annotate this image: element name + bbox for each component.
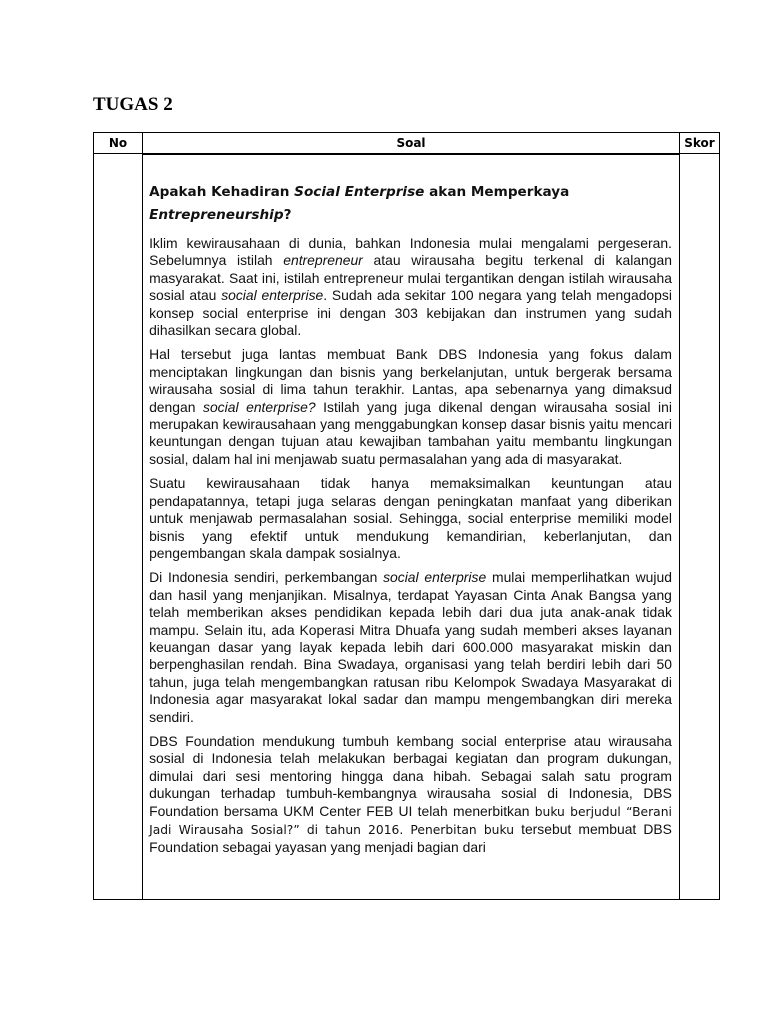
question-title-italic: Entrepreneurship: [149, 207, 284, 223]
paragraph-text: Hal tersebut juga lantas membuat Bank DBS Indonesia yang fokus dalam menciptakan lingkungan dan bisnis yang berkelanjutan, untuk bergerak bersama wirausaha sosial di lima tahun terakhir. Lantas, apa sebenarnya yang dimaksud dengan: [149, 346, 672, 415]
no-cell: [94, 154, 143, 900]
paragraph-italic: entrepreneur: [283, 252, 363, 269]
soal-cell: [143, 154, 680, 900]
paragraph-text: tersebut membuat DBS Foundation sebagai yayasan yang menjadi bagian dari: [149, 821, 672, 856]
question-title: [149, 181, 672, 227]
table-header-row: [94, 133, 720, 154]
paragraph-3: Suatu kewirausahaan tidak hanya memaksimalkan keuntungan atau pendapatannya, tetapi juga selaras dengan peningkatan manfaat yang diberikan untuk menjawab permasalahan sosial. Sehingga, social enterprise memiliki model bisnis yang efektif untuk mendukung kemandirian, keberlanjutan, dan pengembangan skala dampak sosialnya.: [149, 475, 672, 561]
question-title-text: akan Memperkaya: [424, 184, 570, 200]
question-title-italic: Social Enterprise: [294, 184, 425, 200]
paragraph-2: [149, 346, 672, 468]
question-title-text: Apakah Kehadiran: [149, 184, 295, 200]
paragraph-italic: social enterprise?: [203, 398, 316, 415]
paragraph-4: [149, 569, 672, 726]
table-row: [94, 154, 720, 900]
paragraph-text: DBS Foundation mendukung tumbuh kembang social enterprise atau wirausaha sosial di Indonesia telah melakukan berbagai kegiatan dan program dukungan, dimulai dari sesi mentoring hingga dana hibah. Sebagai salah satu program dukungan terhadap tumbuh-kembangnya wirausaha sosial di Indonesia, DBS Foundation bersama UKM Center FEB UI telah menerbitkan: [149, 732, 672, 819]
assignment-table: [93, 132, 720, 900]
skor-cell: [679, 154, 719, 900]
paragraph-text: Istilah yang juga dikenal dengan wirausaha sosial ini merupakan kewirausahaan yang menggabungkan konsep dasar bisnis yaitu mencari keuntungan dengan tujuan atau kewajiban tambahan yaitu membantu lingkungan sosial, dalam hal ini menjawab suatu permasalahan yang ada di masyarakat.: [149, 398, 672, 467]
paragraph-text: . Sudah ada sekitar 100 negara yang telah mengadopsi konsep social enterprise ini dengan 303 kebijakan dan instrumen yang sudah dihasilkan secara global.: [149, 287, 672, 339]
header-soal: Soal: [143, 133, 680, 154]
paragraph-1: [149, 235, 672, 339]
paragraph-text: buku berjudul “Berani Jadi Wirausaha Sosial?” di tahun 2016. Penerbitan buku: [149, 804, 672, 837]
paragraph-text: Di Indonesia sendiri, perkembangan: [149, 569, 384, 586]
question-content: [143, 155, 679, 857]
paragraph-text: atau wirausaha begitu terkenal di kalangan masyarakat. Saat ini, istilah entrepreneur mulai tergantikan dengan istilah wirausaha sosial atau: [149, 252, 672, 304]
paragraph-text: Iklim kewirausahaan di dunia, bahkan Indonesia mulai mengalami pergeseran. Sebelumnya istilah: [149, 235, 672, 269]
paragraph-italic: social enterprise: [221, 287, 324, 304]
paragraph-text: mulai memperlihatkan wujud dan hasil yang menjanjikan. Misalnya, terdapat Yayasan Cinta Anak Bangsa yang telah memberikan akses pendidikan kepada lebih dari dua juta anak-anak tidak mampu. Selain itu, ada Koperasi Mitra Dhuafa yang sudah memberi akses layanan keuangan dasar yang layak kepada lebih dari 600.000 masyarakat miskin dan berpenghasilan rendah. Bina Swadaya, organisasi yang telah berdiri lebih dari 50 tahun, juga telah mengembangkan ratusan ribu Kelompok Swadaya Masyarakat di Indonesia agar masyarakat lokal sadar dan mampu mengembangkan diri mereka sendiri.: [149, 569, 672, 725]
header-skor: Skor: [679, 133, 719, 154]
header-no: No: [94, 133, 143, 154]
page-title: TUGAS 2: [93, 94, 173, 115]
question-title-text: ?: [283, 207, 292, 223]
paragraph-5: [149, 733, 672, 857]
paragraph-italic: social enterprise: [383, 569, 487, 586]
